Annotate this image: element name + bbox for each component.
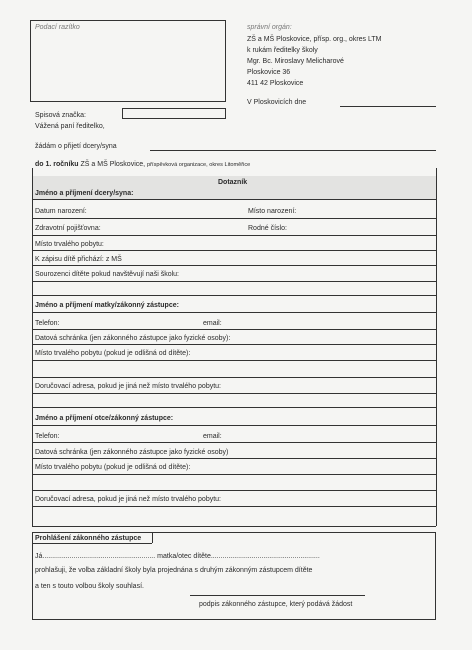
stamp-label: Podací razítko (35, 24, 80, 31)
mother-email-label: email: (203, 320, 222, 327)
child-birth-number-label: Rodné číslo: (248, 225, 287, 232)
declaration-child-field[interactable]: matka/otec dítěte........................................................ (157, 553, 320, 560)
mother-databox-label: Datová schránka (jen zákonného zástupce jako fyzické osoby): (35, 335, 231, 342)
father-phone-label: Telefon: (35, 433, 60, 440)
file-number-field[interactable] (122, 108, 226, 119)
father-databox-label: Datová schránka (jen zákonného zástupce jako fyzické osoby) (35, 449, 229, 456)
father-email-label: email: (203, 433, 222, 440)
father-delivery-label: Doručovací adresa, pokud je jiná než místo trvalého pobytu: (35, 496, 221, 503)
child-birth-date-label: Datum narození: (35, 208, 87, 215)
signature-label: podpis zákonného zástupce, který podává žádost (199, 601, 353, 608)
child-name-label: Jméno a příjmení dcery/syna: (35, 190, 134, 197)
authority-line-3: Mgr. Bc. Miroslavy Melicharové (247, 58, 344, 65)
questionnaire-title: Dotazník (218, 179, 248, 186)
authority-line-2: k rukám ředitelky školy (247, 47, 318, 54)
mother-name-label: Jméno a příjmení matky/zákonný zástupce: (35, 302, 179, 309)
child-siblings-label: Sourozenci dítěte pokud navštěvují naši školu: (35, 271, 179, 278)
mother-phone-label: Telefon: (35, 320, 60, 327)
file-number-label: Spisová značka: (35, 112, 86, 119)
child-residence-label: Místo trvalého pobytu: (35, 241, 104, 248)
authority-label: správní orgán: (247, 24, 292, 31)
father-name-label: Jméno a příjmení otce/zákonný zástupce: (35, 415, 174, 422)
date-field-line[interactable] (340, 106, 436, 107)
declaration-name-field[interactable]: Já.......................................................... (35, 553, 156, 560)
place-date-label: V Ploskovicích dne (247, 99, 307, 106)
authority-line-4: Ploskovice 36 (247, 69, 291, 76)
mother-residence-label: Místo trvalého pobytu (pokud je odlišná od dítěte): (35, 350, 191, 357)
stamp-box (30, 20, 226, 102)
child-from-school-label: K zápisu dítě přichází: z MŠ (35, 256, 122, 263)
authority-line-1: ZŠ a MŠ Ploskovice, přísp. org., okres LTM (247, 36, 382, 43)
declaration-line-2: prohlašuji, že volba základní školy byla projednána s druhým zákonným zástupcem dítěte (35, 567, 313, 574)
salutation: Vážená paní ředitelko, (35, 123, 105, 130)
father-residence-label: Místo trvalého pobytu (pokud je odlišná od dítěte): (35, 464, 191, 471)
declaration-line-3: a ten s touto volbou školy souhlasí. (35, 583, 144, 590)
authority-line-5: 411 42 Ploskovice (247, 80, 304, 87)
grade-school: ZŠ a MŠ Ploskovice, (80, 161, 146, 168)
signature-line[interactable] (190, 595, 365, 596)
child-insurance-label: Zdravotní pojišťovna: (35, 225, 101, 232)
grade-line (35, 160, 250, 170)
grade-bold: do 1. ročníku (35, 161, 79, 168)
child-birth-place-label: Místo narození: (248, 208, 297, 215)
request-text: žádám o přijetí dcery/syna (35, 143, 117, 150)
declaration-line-1 (35, 552, 320, 561)
mother-delivery-label: Doručovací adresa, pokud je jiná než místo trvalého pobytu: (35, 383, 221, 390)
declaration-title: Prohlášení zákonného zástupce (35, 535, 142, 542)
grade-org: příspěvková organizace, okres Litoměřice (147, 162, 251, 168)
